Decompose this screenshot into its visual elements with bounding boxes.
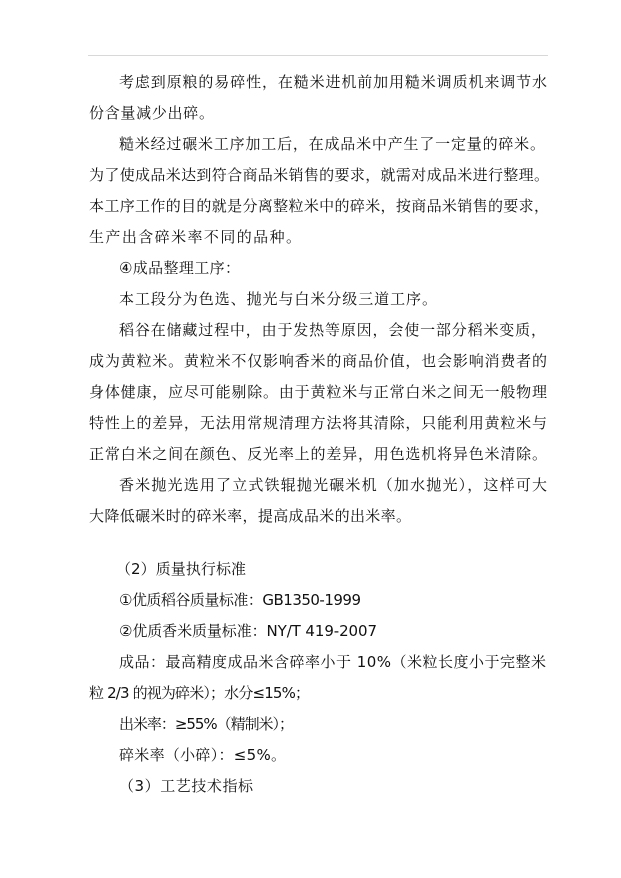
text-line: 大降低碾米时的碎米率，提高成品米的出米率。	[89, 507, 412, 525]
text-line: 份含量减少出碎。	[89, 104, 215, 122]
text-line: 身体健康，应尽可能剔除。由于黄粒米与正常白米之间无一般物理	[89, 383, 548, 401]
text-line: 粒 2/3 的视为碎米）；水分≤15%；	[89, 684, 310, 702]
text-line: 碎米率（小碎）：≤5%。	[119, 746, 287, 764]
text-line: 成为黄粒米。黄粒米不仅影响香米的商品价值，也会影响消费者的	[89, 352, 548, 370]
text-line: ④成品整理工序：	[119, 259, 241, 277]
text-line: 本工序工作的目的就是分离整粒米中的碎米，按商品米销售的要求，	[89, 197, 550, 215]
section-heading: （2）质量执行标准	[116, 560, 247, 578]
text-line: ②优质香米质量标准：NY/T 419-2007	[119, 622, 377, 640]
text-line: 为了使成品米达到符合商品米销售的要求，就需对成品米进行整理。	[89, 166, 550, 184]
section-heading: （3）工艺技术指标	[119, 777, 254, 795]
text-line: ①优质稻谷质量标准：GB1350-1999	[119, 591, 361, 609]
text-line: 本工段分为色选、抛光与白米分级三道工序。	[119, 290, 438, 308]
text-line: 特性上的差异，无法用常规清理方法将其清除，只能利用黄粒米与	[89, 414, 548, 432]
text-line: 香米抛光选用了立式铁辊抛光碾米机（加水抛光），这样可大	[119, 476, 549, 494]
text-line: 稻谷在储藏过程中，由于发热等原因，会使一部分稻米变质，	[119, 321, 547, 339]
header-rule	[88, 55, 548, 56]
text-line: 生产出含碎米率不同的品种。	[89, 228, 303, 246]
text-line: 出米率：≥55%（精制米）；	[119, 715, 293, 733]
text-line: 正常白米之间在颜色、反光率上的差异，用色选机将异色米清除。	[89, 445, 548, 463]
text-line: 考虑到原粮的易碎性，在糙米进机前加用糙米调质机来调节水	[119, 73, 548, 91]
text-line: 成品：最高精度成品米含碎率小于 10%（米粒长度小于完整米	[119, 653, 547, 671]
text-line: 糙米经过碾米工序加工后，在成品米中产生了一定量的碎米。	[119, 135, 546, 153]
